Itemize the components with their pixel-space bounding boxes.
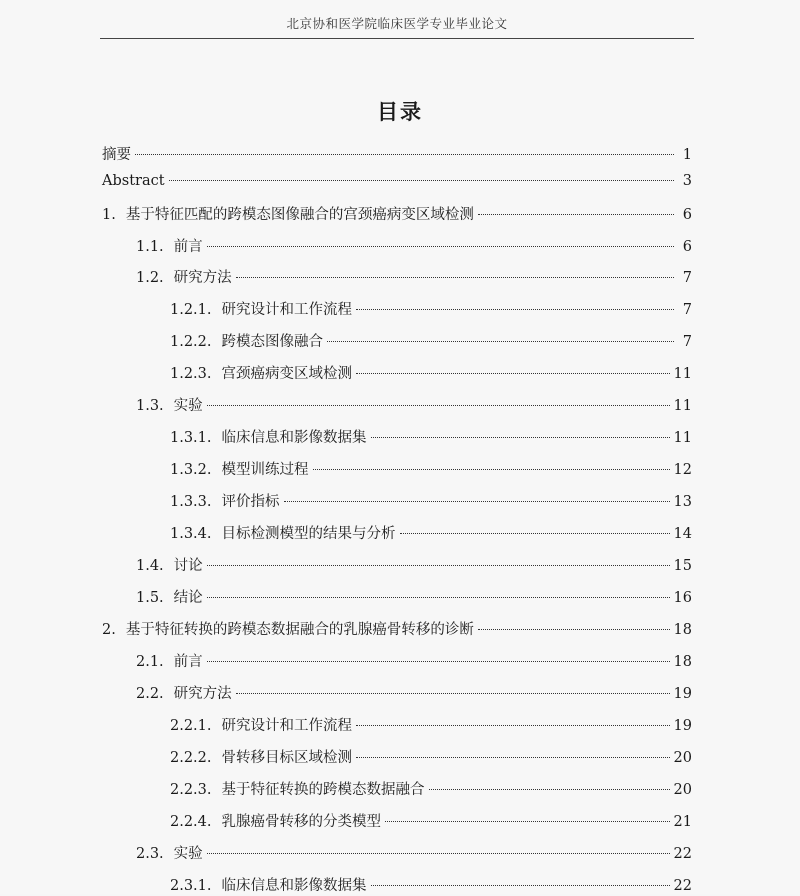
toc-entry[interactable] <box>170 714 692 736</box>
toc-entry-number: 1.5. <box>136 590 164 606</box>
toc-entry-page-number: 3 <box>682 173 692 189</box>
toc-entry-title: 研究设计和工作流程 <box>221 718 353 734</box>
toc-entry-number: 2.3. <box>136 846 164 862</box>
toc-entry-number: 1.3. <box>136 398 164 414</box>
toc-entry-number: 2.2.3. <box>170 782 212 798</box>
toc-entry[interactable] <box>102 143 692 165</box>
toc-entry-title: 实验 <box>173 398 203 414</box>
toc-entry-label <box>170 778 425 799</box>
toc-entry-number: 2.2.4. <box>170 814 212 830</box>
toc-entry[interactable] <box>136 842 692 864</box>
dot-leader <box>371 885 670 886</box>
toc-entry-title: 研究设计和工作流程 <box>221 302 353 318</box>
toc-entry-page-number: 7 <box>682 302 692 318</box>
dot-leader <box>169 180 674 181</box>
dot-leader <box>236 693 670 694</box>
toc-entry-page-number: 20 <box>673 782 692 798</box>
toc-entry-title: 研究方法 <box>173 686 232 702</box>
toc-entry-title: 前言 <box>173 654 203 670</box>
toc-entry-label <box>170 714 352 735</box>
toc-entry[interactable] <box>136 586 692 608</box>
toc-entry-label <box>170 298 352 319</box>
toc-entry-number: 2.3.1. <box>170 878 212 894</box>
toc-entry-label <box>170 522 396 543</box>
toc-entry-number: 2.2.1. <box>170 718 212 734</box>
toc-entry-title: 实验 <box>173 846 203 862</box>
toc-entry-title: 骨转移目标区域检测 <box>221 750 353 766</box>
toc-entry[interactable] <box>136 394 692 416</box>
toc-entry-title: 模型训练过程 <box>221 462 309 478</box>
toc-entry-page-number: 13 <box>673 494 692 510</box>
toc-entry-title: 讨论 <box>173 558 203 574</box>
dot-leader <box>356 725 670 726</box>
toc-entry-page-number: 11 <box>673 398 692 414</box>
toc-entry[interactable] <box>170 522 692 544</box>
dot-leader <box>356 309 674 310</box>
toc-entry-page-number: 16 <box>673 590 692 606</box>
toc-entry-number: 2.2.2. <box>170 750 212 766</box>
toc-entry-page-number: 15 <box>673 558 692 574</box>
dot-leader <box>207 246 674 247</box>
toc-entry-number: 2. <box>102 622 116 638</box>
toc-entry[interactable] <box>136 650 692 672</box>
toc-entry-title: 临床信息和影像数据集 <box>221 430 367 446</box>
toc-entry-label <box>136 586 203 607</box>
toc-entry-label <box>170 746 352 767</box>
toc-entry[interactable] <box>170 490 692 512</box>
dot-leader <box>429 789 670 790</box>
toc-entry-number: 2.1. <box>136 654 164 670</box>
toc-entry-title: 摘要 <box>102 147 131 163</box>
toc-entry-title: 临床信息和影像数据集 <box>221 878 367 894</box>
toc-entry-number: 1.2.2. <box>170 334 212 350</box>
dot-leader <box>400 533 670 534</box>
toc-entry-label <box>102 143 131 164</box>
toc-entry-page-number: 12 <box>673 462 692 478</box>
toc-entry-label <box>170 362 352 383</box>
toc-entry-label <box>136 842 203 863</box>
toc-entry-number: 1.3.1. <box>170 430 212 446</box>
toc-entry-page-number: 19 <box>673 718 692 734</box>
dot-leader <box>135 154 674 155</box>
toc-entry[interactable] <box>136 682 692 704</box>
toc-entry-label <box>136 266 232 287</box>
toc-entry-label <box>136 650 203 671</box>
toc-entry-label <box>170 874 367 895</box>
toc-entry-page-number: 22 <box>673 846 692 862</box>
dot-leader <box>313 469 670 470</box>
toc-entry[interactable] <box>170 362 692 384</box>
dot-leader <box>385 821 670 822</box>
dot-leader <box>356 373 670 374</box>
toc-entry[interactable] <box>170 426 692 448</box>
dot-leader <box>236 277 674 278</box>
dot-leader <box>207 597 670 598</box>
toc-entry-label <box>102 618 474 639</box>
toc-entry-label <box>136 394 203 415</box>
toc-entry-page-number: 6 <box>682 239 692 255</box>
toc-entry[interactable] <box>170 778 692 800</box>
toc-entry-title: 目标检测模型的结果与分析 <box>221 526 396 542</box>
toc-entry[interactable] <box>102 203 692 225</box>
toc-entry-page-number: 6 <box>682 207 692 223</box>
toc-entry-label <box>136 682 232 703</box>
toc-entry[interactable] <box>170 746 692 768</box>
toc-entry-label <box>136 554 203 575</box>
toc-entry-page-number: 22 <box>673 878 692 894</box>
toc-entry-label <box>170 458 309 479</box>
toc-entry-page-number: 7 <box>682 334 692 350</box>
toc-entry-number: 1.2.3. <box>170 366 212 382</box>
toc-entry-title: 结论 <box>173 590 203 606</box>
toc-entry[interactable] <box>136 554 692 576</box>
dot-leader <box>284 501 670 502</box>
toc-entry-title: 乳腺癌骨转移的分类模型 <box>221 814 382 830</box>
toc-entry-number: 1.3.3. <box>170 494 212 510</box>
toc-entry[interactable] <box>102 618 692 640</box>
toc-entry-number: 1.3.4. <box>170 526 212 542</box>
toc-entry-number: 1.2.1. <box>170 302 212 318</box>
toc-entry-page-number: 7 <box>682 270 692 286</box>
dot-leader <box>356 757 670 758</box>
toc-entry[interactable] <box>170 810 692 832</box>
toc-entry-label <box>170 330 323 351</box>
toc-entry[interactable] <box>102 173 692 195</box>
toc-entry[interactable] <box>170 298 692 320</box>
toc-entry-label <box>170 810 381 831</box>
toc-entry-number: 1.3.2. <box>170 462 212 478</box>
dot-leader <box>207 853 670 854</box>
toc-entry-label <box>170 490 280 511</box>
toc-entry-page-number: 20 <box>673 750 692 766</box>
dot-leader <box>478 629 670 630</box>
toc-entry-page-number: 19 <box>673 686 692 702</box>
dot-leader <box>207 405 670 406</box>
toc-entry-page-number: 18 <box>673 654 692 670</box>
toc-entry-title: Abstract <box>102 173 165 189</box>
dot-leader <box>327 341 674 342</box>
toc-entry-title: 基于特征转换的跨模态数据融合 <box>221 782 425 798</box>
toc-entry-title: 前言 <box>173 239 203 255</box>
toc-entry-title: 跨模态图像融合 <box>221 334 324 350</box>
toc-title: 目录 <box>377 99 423 124</box>
toc-entry[interactable] <box>136 235 692 257</box>
toc-entry-page-number: 11 <box>673 366 692 382</box>
running-header: 北京协和医学院临床医学专业毕业论文 <box>100 14 694 39</box>
toc-entry-page-number: 11 <box>673 430 692 446</box>
toc-entry-page-number: 18 <box>673 622 692 638</box>
toc-entry-label <box>102 173 165 189</box>
toc-entry[interactable] <box>170 874 692 896</box>
dot-leader <box>207 661 670 662</box>
toc-entry-title: 研究方法 <box>173 270 232 286</box>
toc-entry-page-number: 1 <box>682 147 692 163</box>
toc-entry[interactable] <box>170 458 692 480</box>
dot-leader <box>478 214 674 215</box>
toc-entry[interactable] <box>136 266 692 288</box>
toc-entry[interactable] <box>170 330 692 352</box>
toc-entry-title: 基于特征转换的跨模态数据融合的乳腺癌骨转移的诊断 <box>125 622 474 638</box>
toc-entry-number: 1.4. <box>136 558 164 574</box>
toc-entry-number: 1. <box>102 207 116 223</box>
toc-entry-title: 基于特征匹配的跨模态图像融合的宫颈癌病变区域检测 <box>125 207 474 223</box>
toc-entry-number: 1.1. <box>136 239 164 255</box>
toc-entry-number: 1.2. <box>136 270 164 286</box>
toc-entry-page-number: 14 <box>673 526 692 542</box>
dot-leader <box>207 565 670 566</box>
toc-entry-title: 宫颈癌病变区域检测 <box>221 366 353 382</box>
toc-entry-label <box>102 203 474 224</box>
toc-entry-label <box>136 235 203 256</box>
toc-entry-title: 评价指标 <box>221 494 280 510</box>
toc-entry-label <box>170 426 367 447</box>
dot-leader <box>371 437 670 438</box>
toc-entry-number: 2.2. <box>136 686 164 702</box>
toc-entry-page-number: 21 <box>673 814 692 830</box>
